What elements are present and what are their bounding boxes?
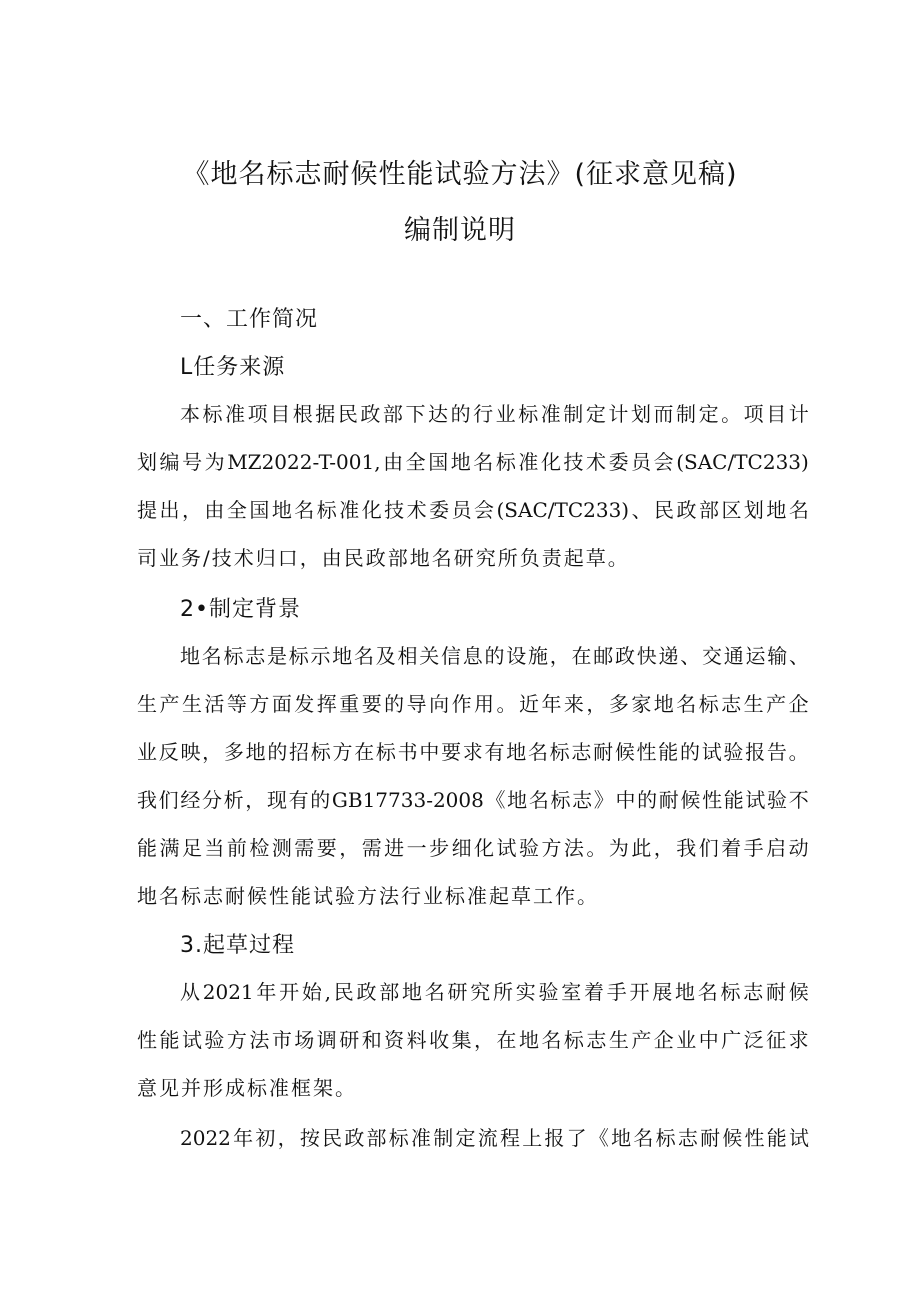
paragraph-line: 本 标 准 项 目 根 据 民 政 部 下 达 的 行 业 标 准 制 定 计 划 而 制 定 。 项 目 计	[180, 402, 809, 426]
paragraph-line: 地 名 标 志 是 标 示 地 名 及 相 关 信 息 的 设 施 ， 在 邮 政 快 递 、 交 通 运 输 、	[180, 644, 809, 668]
paragraph-line: 地名标志耐候性能试验方法行业标准起草工作。	[137, 884, 599, 908]
paragraph-line: 能 满 足 当 前 检 测 需 要 ， 需 进 一 步 细 化 试 验 方 法 。 为 此 ， 我 们 着 手 启 动	[137, 836, 809, 860]
paragraph-line: 划 编 号 为 MZ2022-T-001, 由 全 国 地 名 标 准 化 技 术 委 员 会 (SAC/TC233)	[137, 450, 809, 474]
section-heading-work-overview: 一、工作简况	[180, 307, 319, 332]
subsection-heading-background: 2•制定背景	[180, 597, 301, 622]
subsection-heading-task-source: L任务来源	[180, 355, 286, 380]
paragraph-line: 业 反 映 ， 多 地 的 招 标 方 在 标 书 中 要 求 有 地 名 标 志 耐 候 性 能 的 试 验 报 告 。	[137, 740, 809, 764]
subsection-heading-drafting-process: 3.起草过程	[180, 933, 295, 958]
document-title: 《地名标志耐候性能试验方法》(征求意见稿)	[182, 159, 738, 190]
paragraph-line: 我 们 经 分 析 ， 现 有 的 GB17733-2008 《 地 名 标 志 》 中 的 耐 候 性 能 试 验 不	[137, 788, 809, 812]
document-subtitle: 编制说明	[404, 215, 516, 246]
paragraph-line: 意见并形成标准框架。	[137, 1076, 357, 1100]
paragraph-line: 生 产 生 活 等 方 面 发 挥 重 要 的 导 向 作 用 。 近 年 来 ， 多 家 地 名 标 志 生 产 企	[137, 692, 809, 716]
paragraph-line: 从 2021 年 开 始 , 民 政 部 地 名 研 究 所 实 验 室 着 手 开 展 地 名 标 志 耐 候	[180, 980, 809, 1004]
paragraph-line: 司业务/技术归口，由民政部地名研究所负责起草。	[137, 546, 630, 570]
paragraph-line: 2022 年 初 ， 按 民 政 部 标 准 制 定 流 程 上 报 了 《 地 名 标 志 耐 候 性 能 试	[180, 1126, 809, 1150]
paragraph-line: 性 能 试 验 方 法 市 场 调 研 和 资 料 收 集 ， 在 地 名 标 志 生 产 企 业 中 广 泛 征 求	[137, 1028, 809, 1052]
paragraph-line: 提 出 ， 由 全 国 地 名 标 准 化 技 术 委 员 会 (SAC/TC233) 、 民 政 部 区 划 地 名	[137, 498, 809, 522]
